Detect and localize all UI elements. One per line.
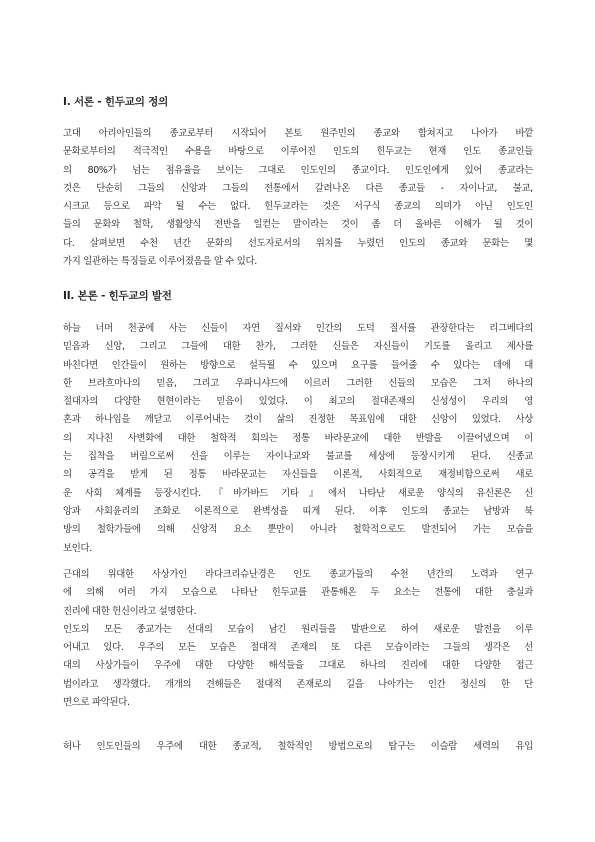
text-line: 의 지나친 사변화에 대한 철학적 회의는 정통 바라문교에 대한 반발을 이끌어냈으며 이 xyxy=(63,432,533,444)
text-line: 진리에 대한 헌신이라고 설명한다. xyxy=(63,605,197,617)
text-line: 들의 문화와 철학, 생활양식 전반을 일컫는 말이라는 것이 좀 더 올바른 이해가 될 것이 xyxy=(63,219,533,231)
text-line: 가지 일관하는 특징들로 이루어졌음을 알 수 있다. xyxy=(63,256,257,268)
text-line: 바친다면 인간들이 원하는 방향으로 설득될 수 있으며 요구를 들어줄 수 있다는 데에 대 xyxy=(63,359,533,371)
text-line: 대의 사상가들이 우주에 대한 다양한 해석들을 그대로 하나의 진리에 대한 다양한 접근 xyxy=(63,660,533,672)
text-line: 허나 인도인들의 우주에 대한 종교적, 철학적인 방법으로의 탐구는 이슬람 세력의 유입 xyxy=(63,741,533,752)
paragraph-introduction xyxy=(63,125,533,271)
paragraph-body-3 xyxy=(63,738,533,756)
text-line: 문화로부터의 적극적인 수용을 바탕으로 이루어진 인도의 힌두교는 현재 인도 종교인들 xyxy=(63,146,533,158)
section-heading-body: II. 본론 - 힌두교의 발전 xyxy=(63,290,172,302)
text-line: 면으로 파악된다. xyxy=(63,697,130,709)
section-heading-introduction: I. 서론 - 힌두교의 정의 xyxy=(63,96,169,108)
text-line: 다. 살펴보면 수천 년간 문화의 선도자로서의 위치를 누렸던 인도의 종교와 문화는 몇 xyxy=(63,237,533,249)
text-line: 것은 단순히 그들의 신앙과 그들의 전통에서 갈려나온 다른 종교들 - 자이나교, 불교, xyxy=(63,182,533,194)
text-line: 보인다. xyxy=(63,542,92,554)
paragraph-body-1 xyxy=(63,320,533,558)
text-line: 시크교 등으로 파악 될 수는 없다. 힌두교라는 것은 서구식 종교의 의미가 아닌 인도인 xyxy=(63,201,533,213)
text-line: 앙과 사회윤리의 조화로 이론적으로 완벽성을 띠게 된다. 이후 인도의 종교는 남방과 북 xyxy=(63,505,533,517)
text-line: 에 의해 여러 가지 모습으로 나타난 힌두교를 관통해온 두 요소는 전통에 대한 충실과 xyxy=(63,587,533,599)
text-line: 고대 아리아인들의 종교로부터 시작되어 본토 원주민의 종교와 합쳐지고 나아가 바깥 xyxy=(63,128,533,139)
text-line: 절대자의 다양한 현현이라는 믿음이 있었다. 이 최고의 절대존재의 신성성이 우리의 영 xyxy=(63,396,533,408)
text-line: 운 사회 체계를 등장시킨다. 『바가바드 기타』에서 나타난 새로운 양식의 유신론은 신 xyxy=(63,487,533,499)
text-line: 어내고 있다. 우주의 모든 모습은 절대적 존재의 또 다른 모습이라는 그들의 생각은 선 xyxy=(63,642,533,654)
text-line: 방의 철학가들에 의해 신앙적 요소 뿐만이 아니라 철학적으로도 발전되어 가는 모습을 xyxy=(63,524,533,536)
text-line: 는 집착을 버림으로써 선을 이루는 자이나교와 불교를 세상에 등장시키게 된다. 신종교 xyxy=(63,451,533,463)
text-line: 법이라고 생각했다. 개개의 견해들은 절대적 존재로의 길을 나아가는 인간 정신의 한 단 xyxy=(63,678,533,690)
text-line: 하늘 너머 천공에 사는 신들이 자연 질서와 인간의 도덕 질서를 관장한다는 리그베다의 xyxy=(63,323,533,334)
text-line: 혼과 하나임을 깨닫고 이루어내는 것이 삶의 진정한 목표임에 대한 신앙이 있었다. 사상 xyxy=(63,414,533,426)
text-line: 근대의 위대한 사상가인 라다크리슈난경은 인도 종교가들의 수천 년간의 노력과 연구 xyxy=(63,569,533,580)
text-line: 믿음과 신앙, 그리고 그들에 대한 찬가, 그러한 신들은 자신들이 기도를 올리고 제사를 xyxy=(63,341,533,353)
text-line: 의 80%가 넘는 점유율을 보이는 그대로 인도인의 종교이다. 인도인에게 있어 종교라는 xyxy=(63,164,533,176)
text-line: 인도의 모든 종교가는 선대의 모습이 남긴 원리들을 발판으로 하여 새로운 발전을 이루 xyxy=(63,623,533,635)
text-line: 의 공격을 받게 된 정통 바라문교는 자신들을 이론적, 사회적으로 재정비함으로써 새로 xyxy=(63,469,533,481)
text-line: 한 브라흐마나의 믿음, 그리고 우파니샤드에 이르러 그러한 신들의 모습은 그저 하나의 xyxy=(63,377,533,389)
paragraph-body-2 xyxy=(63,566,533,712)
